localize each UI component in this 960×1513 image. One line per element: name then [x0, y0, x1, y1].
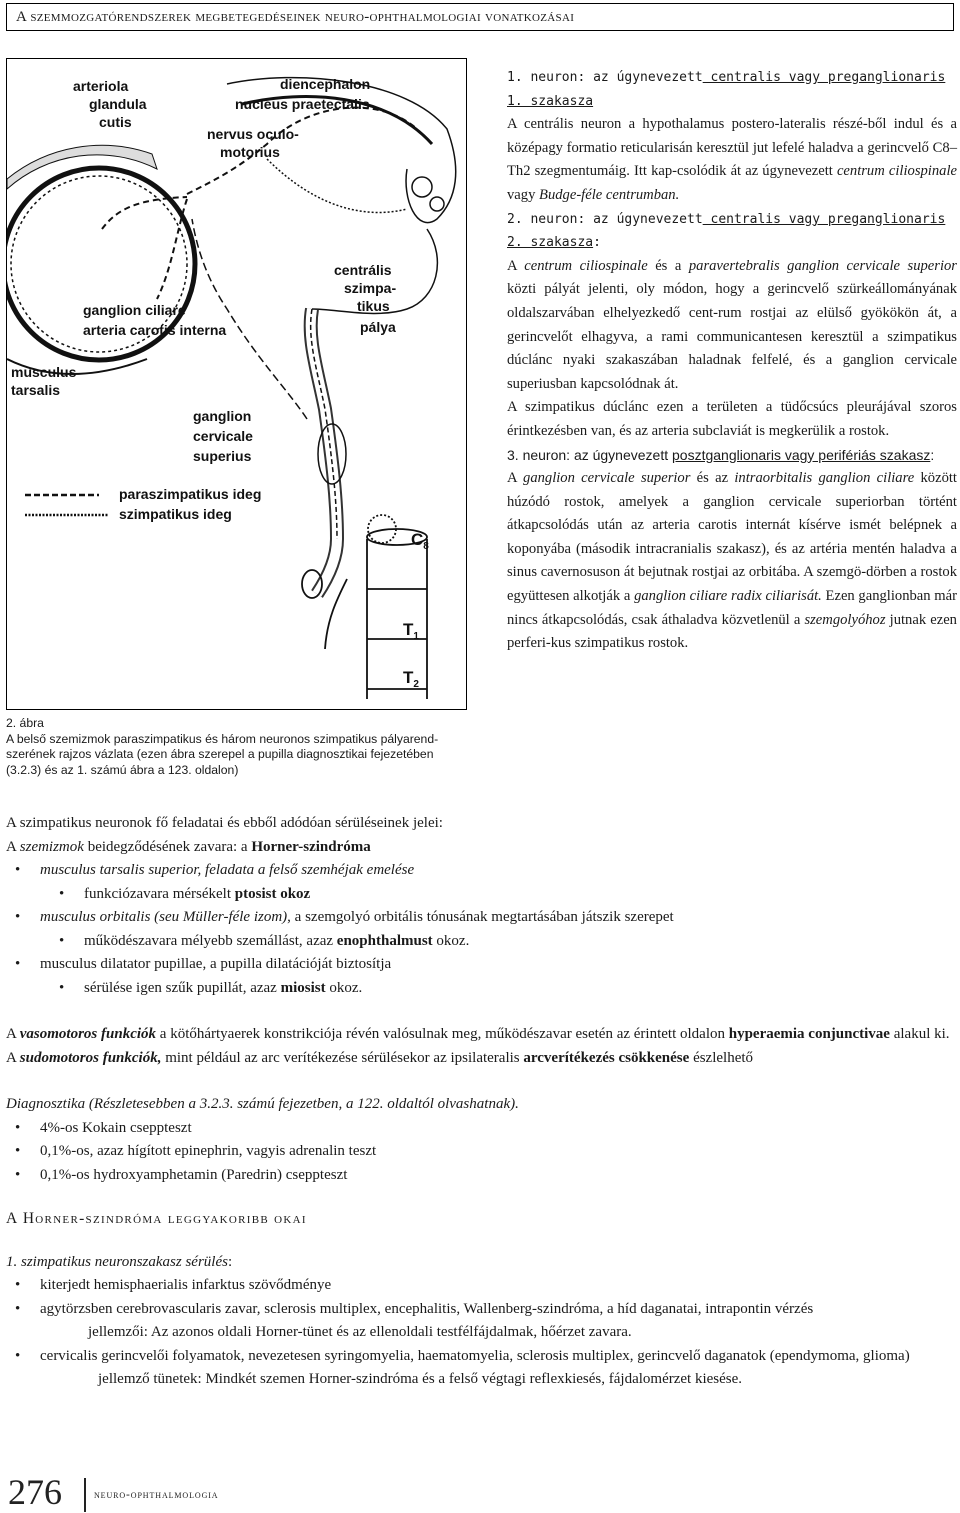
label-musculus: musculus	[11, 364, 77, 380]
neuron1-heading: 1. neuron: az úgynevezett centralis vagy preganglionaris	[507, 70, 946, 85]
list-item: • 4%-os Kokain cseppteszt	[40, 1117, 956, 1141]
functions-horner: A szemizmok beidegződésének zavara: a Horner-szindróma	[6, 838, 371, 855]
figure-caption-title: 2. ábra	[6, 716, 44, 730]
label-arteriola: arteriola	[73, 78, 129, 94]
nerve-pathway-diagram	[7, 59, 466, 709]
list-item: • musculus orbitalis (seu Müller-féle izom), a szemgolyó orbitális tónusának megtartásában játszik szerepet • működészavara mélyebb szemállást, azaz enophthalmust okoz.	[40, 906, 956, 953]
label-cervicale: cervicale	[193, 428, 253, 444]
page-footer	[8, 1472, 408, 1512]
label-centralis-3: tikus	[357, 298, 390, 314]
label-nervus-oculomotorius-1: nervus oculo-	[207, 126, 299, 142]
neuron3-heading: 3. neuron: az úgynevezett posztganglionaris vagy perifériás szakasz:	[507, 446, 935, 463]
running-header-title: A szemmozgatórendszerek megbetegedéseinek neuro-ophthalmologiai vonatkozásai	[16, 9, 575, 25]
label-c8: $C_8$	[411, 530, 429, 552]
list-item: • cervicalis gerincvelői folyamatok, nevezetesen syringomyelia, haematomyelia, sclerosis multiplex, gerincvelő daganatok (ependymoma, glioma)	[40, 1345, 956, 1369]
label-nervus-oculomotorius-2: motorius	[220, 144, 280, 160]
neuron1-heading-2: 1. szakasza	[507, 93, 594, 109]
neuron2-heading-2: 2. szakasza:	[507, 235, 601, 251]
diagnostics-heading: Diagnosztika (Részletesebben a 3.2.3. számú fejezetben, a 122. oldaltól olvashatnak).	[6, 1096, 519, 1112]
label-ganglion-ciliare: ganglion ciliare	[83, 302, 186, 318]
list-item: • sérülése igen szűk pupillát, azaz miosist okoz.	[84, 977, 956, 1001]
neuron3-text: A ganglion cervicale superior és az intraorbitalis ganglion ciliare között húzódó rostok, amelyek a ganglion cervicale superiorban történt átkapcsolódás után az arteria carotis internát kísérve ismét belépnek a koponyába (második intracranialis szakasz), és az artéria mentén haladva a sinus cavernosuson át bejutnak rostjai az orbitába. A szemgö-dörben a rostok együttesen alkotják a ganglion ciliare radix ciliarisát. Ezen ganglionban már nincs átkapcsolódás, csak áthaladva közvetlenül a szemgolyóhoz jutnak ezen perferi-kus szimpatikus rostok.	[507, 470, 957, 652]
legend-parasympathetic-label: paraszimpatikus ideg	[119, 486, 262, 502]
cause-note: jellemzői: Az azonos oldali Horner-tünet és az ellenoldali testfélfájdalmak, hőérzet zavara.	[88, 1324, 632, 1340]
list-item: • agytörzsben cerebrovascularis zavar, sclerosis multiplex, encephalitis, Wallenberg-szindróma, a híd daganatai, intrapontin vérzés	[40, 1298, 956, 1322]
causes-list	[6, 1274, 956, 1321]
sympathetic-pathway-drawing	[192, 219, 437, 594]
eyeball-drawing	[7, 145, 195, 374]
label-t2: $T_2$	[403, 668, 419, 690]
muscle-list	[6, 859, 956, 1000]
label-diencephalon: diencephalon	[280, 76, 371, 92]
right-column	[507, 66, 957, 656]
label-glandula: glandula	[89, 96, 147, 112]
label-tarsalis: tarsalis	[11, 382, 61, 398]
label-arteria-carotis-interna: arteria carotis interna	[83, 322, 227, 338]
list-item: • funkciózavara mérsékelt ptosist okoz	[84, 883, 956, 907]
neuron2-text: A centrum ciliospinale és a paravertebralis ganglion cervicale superior közti pályát jelenti, oly módon, hogy a gerincvelő szürkeállományának oldalszarvában elhelyezkedő cent-rum rostjai az elülső gyökökön át, a gerincvelőt elhagyva, a rami communicantesen keresztül a szimpatikus dúclánc nyaki szakaszában haladnak felfelé, és a ganglion cervicale superiusban kapcsolódnak át.	[507, 257, 957, 392]
lower-text	[6, 812, 956, 1392]
diagnostics-list	[6, 1117, 956, 1188]
list-item: • musculus dilatator pupillae, a pupilla dilatációját biztosítja • sérülése igen szűk pupillát, azaz miosist okoz.	[40, 953, 956, 1000]
label-centralis-2: szimpa-	[344, 280, 397, 296]
list-item: • 0,1%-os, azaz hígított epinephrin, vagyis adrenalin teszt	[40, 1140, 956, 1164]
running-header	[6, 3, 954, 31]
label-superius: superius	[193, 448, 252, 464]
figure-caption	[6, 716, 471, 778]
page-number: 276	[8, 1472, 62, 1512]
list-item: • kiterjedt hemisphaerialis infarktus szövődménye	[40, 1274, 956, 1298]
label-nucleus-praetectalis: nucleus praetectalis	[235, 96, 370, 112]
neuron2-heading: 2. neuron: az úgynevezett centralis vagy preganglionaris	[507, 211, 946, 227]
list-item: • működészavara mélyebb szemállást, azaz enophthalmust okoz.	[84, 930, 956, 954]
cause-heading: 1. szimpatikus neuronszakasz sérülés:	[6, 1253, 233, 1270]
label-t1: $T_1$	[403, 620, 419, 642]
legend-sympathetic-label: szimpatikus ideg	[119, 506, 232, 522]
functions-intro: A szimpatikus neuronok fő feladatai és ebből adódóan sérüléseinek jelei:	[6, 815, 443, 831]
label-centralis-4: pálya	[360, 319, 396, 335]
figure-caption-text: A belső szemizmok paraszimpatikus és három neuronos szimpatikus pályarend-szerének rajzos vázlata (ezen ábra szerepel a pupilla diagnosztikai fejezetében (3.2.3) és az 1. számú ábra a 123. oldalon)	[6, 731, 439, 777]
cause-note-2: jellemző tünetek: Mindkét szemen Horner-szindróma és a felső végtagi reflexkiesés, fájdalomérzet kiesése.	[98, 1371, 743, 1387]
list-item: • 0,1%-os hydroxyamphetamin (Paredrin) cseppteszt	[40, 1164, 956, 1188]
list-item: • musculus tarsalis superior, feladata a felső szemhéjak emelése • funkciózavara mérsékelt ptosist okoz	[40, 859, 956, 906]
neuron2-text-2: A szimpatikus dúclánc ezen a területen a tüdőcsúcs pleurájával szoros érintkezésben van, és az arteria subclaviát is megkerülik a rostok.	[507, 399, 957, 439]
label-cutis: cutis	[99, 114, 132, 130]
neuron1-text: A centrális neuron a hypothalamus postero-lateralis részé-ből indul és a középagy formatio reticularisán keresztül jut lefelé haladva a gerincvelő C8–Th2 szegmentumáig. Itt kap-csolódik át az úgynevezett centrum ciliospinale vagy Budge-féle centrumban.	[507, 116, 957, 203]
figure-diagram	[6, 58, 467, 710]
section-title: A Horner-szindróma leggyakoribb okai	[6, 1210, 307, 1227]
footer-title: neuro-ophthalmologia	[94, 1489, 219, 1501]
sudomotor-text: A sudomotoros funkciók, mint például az arc verítékezése sérülésekor az ipsilateralis arcverítékezés csökkenése észlelhető	[6, 1049, 754, 1066]
label-ganglion: ganglion	[193, 408, 252, 424]
label-centralis-1: centrális	[334, 262, 392, 278]
footer-divider	[84, 1478, 86, 1512]
vasomotor-text: A vasomotoros funkciók a kötőhártyaerek konstrikciója révén valósulnak meg, működészavar esetén az érintett oldalon hyperaemia conjunctivae alakul ki.	[6, 1026, 950, 1042]
causes-list-2	[6, 1345, 956, 1369]
